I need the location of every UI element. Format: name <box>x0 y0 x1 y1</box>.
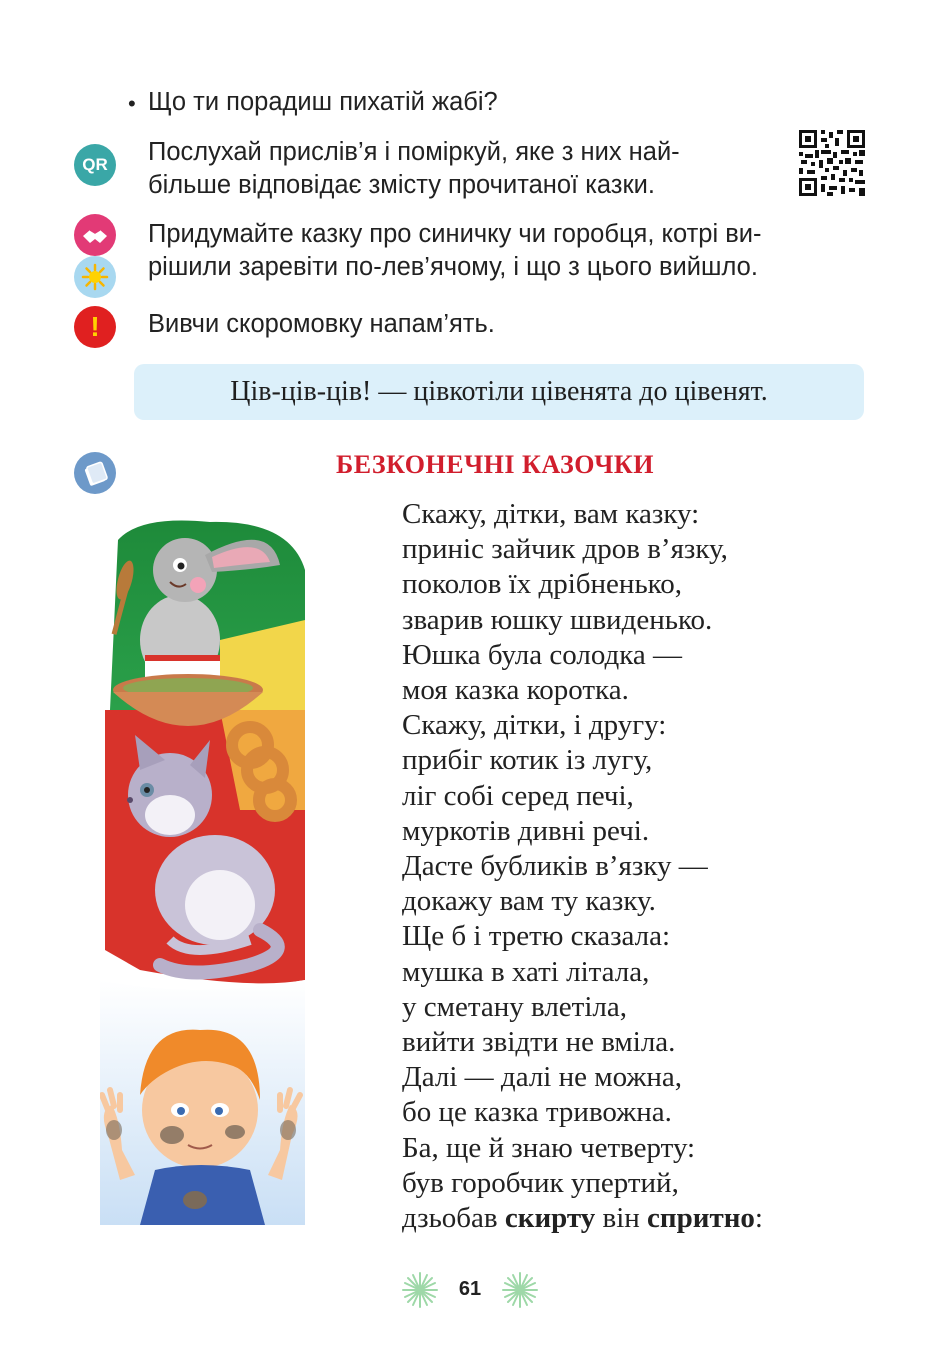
exclamation-icon: ! <box>74 306 116 348</box>
snowflake-icon <box>500 1270 540 1310</box>
tongue-twister-box <box>134 364 864 420</box>
tongue-twister-text: Ців-ців-ців! — цівкотіли цівенята до цівенят. <box>230 376 768 407</box>
poem-line: у сметану влетіла, <box>402 990 627 1023</box>
poem-line: бо це казка тривожна. <box>402 1096 672 1129</box>
bold-word-skyrta: скирту <box>504 1202 596 1235</box>
poem-line: Скажу, дітки, і другу: <box>402 709 667 742</box>
page-footer <box>400 1270 540 1310</box>
poem-line: Ба, ще й знаю четверту: <box>402 1131 696 1164</box>
qr-code-icon[interactable] <box>799 130 865 196</box>
memorize-task: Вивчи скоромовку напам’ять. <box>148 310 495 338</box>
poem-line: Юшка була солодка — <box>402 638 683 671</box>
poem-body <box>402 497 763 1236</box>
poem-line: прибіг котик із лугу, <box>402 744 653 777</box>
sun-icon <box>74 256 116 298</box>
book-icon <box>74 452 116 494</box>
qr-badge-icon: QR <box>74 144 116 186</box>
poem-line: ліг собі серед печі, <box>402 779 634 812</box>
page-number: 61 <box>458 1278 482 1300</box>
poem-line: докажу вам ту казку. <box>402 885 656 918</box>
poem-line: Далі — далі не можна, <box>402 1061 683 1094</box>
poem-title: БЕЗКОНЕЧНІ КАЗОЧКИ <box>336 450 654 479</box>
story-illustration <box>100 510 310 1235</box>
bold-word-spritno: спритно <box>647 1202 755 1235</box>
poem-line: Ще б і третю сказала: <box>402 920 671 953</box>
poem-line: моя казка коротка. <box>402 674 629 707</box>
poem-line: вийти звідти не вміла. <box>402 1026 676 1059</box>
poem-line: був горобчик упертий, <box>402 1166 679 1199</box>
listen-task: Послухай прислів’я і поміркуй, яке з них най- більше відповідає змісту прочитаної казки. <box>148 138 680 199</box>
poem-line: поколов їх дрібненько, <box>402 568 683 601</box>
poem-line: мушка в хаті літала, <box>402 955 650 988</box>
bullet-dot: • <box>128 91 136 116</box>
poem-line: Дасте бубликів в’язку — <box>402 850 708 883</box>
poem-line: муркотів дивні речі. <box>402 814 650 847</box>
poem-line: приніс зайчик дров в’язку, <box>402 533 728 566</box>
handshake-icon <box>74 214 116 256</box>
invent-task: Придумайте казку про синичку чи горобця, котрі ви- рішили заревіти по-лев’ячому, і що з цього вийшло. <box>148 220 762 281</box>
poem-line: зварив юшку швиденько. <box>402 603 713 636</box>
poem-line: Скажу, дітки, вам казку: <box>402 498 700 530</box>
poem-line-last: дзьобав скирту він спритно: <box>402 1202 763 1235</box>
advice-question: Що ти порадиш пихатій жабі? <box>148 88 498 116</box>
